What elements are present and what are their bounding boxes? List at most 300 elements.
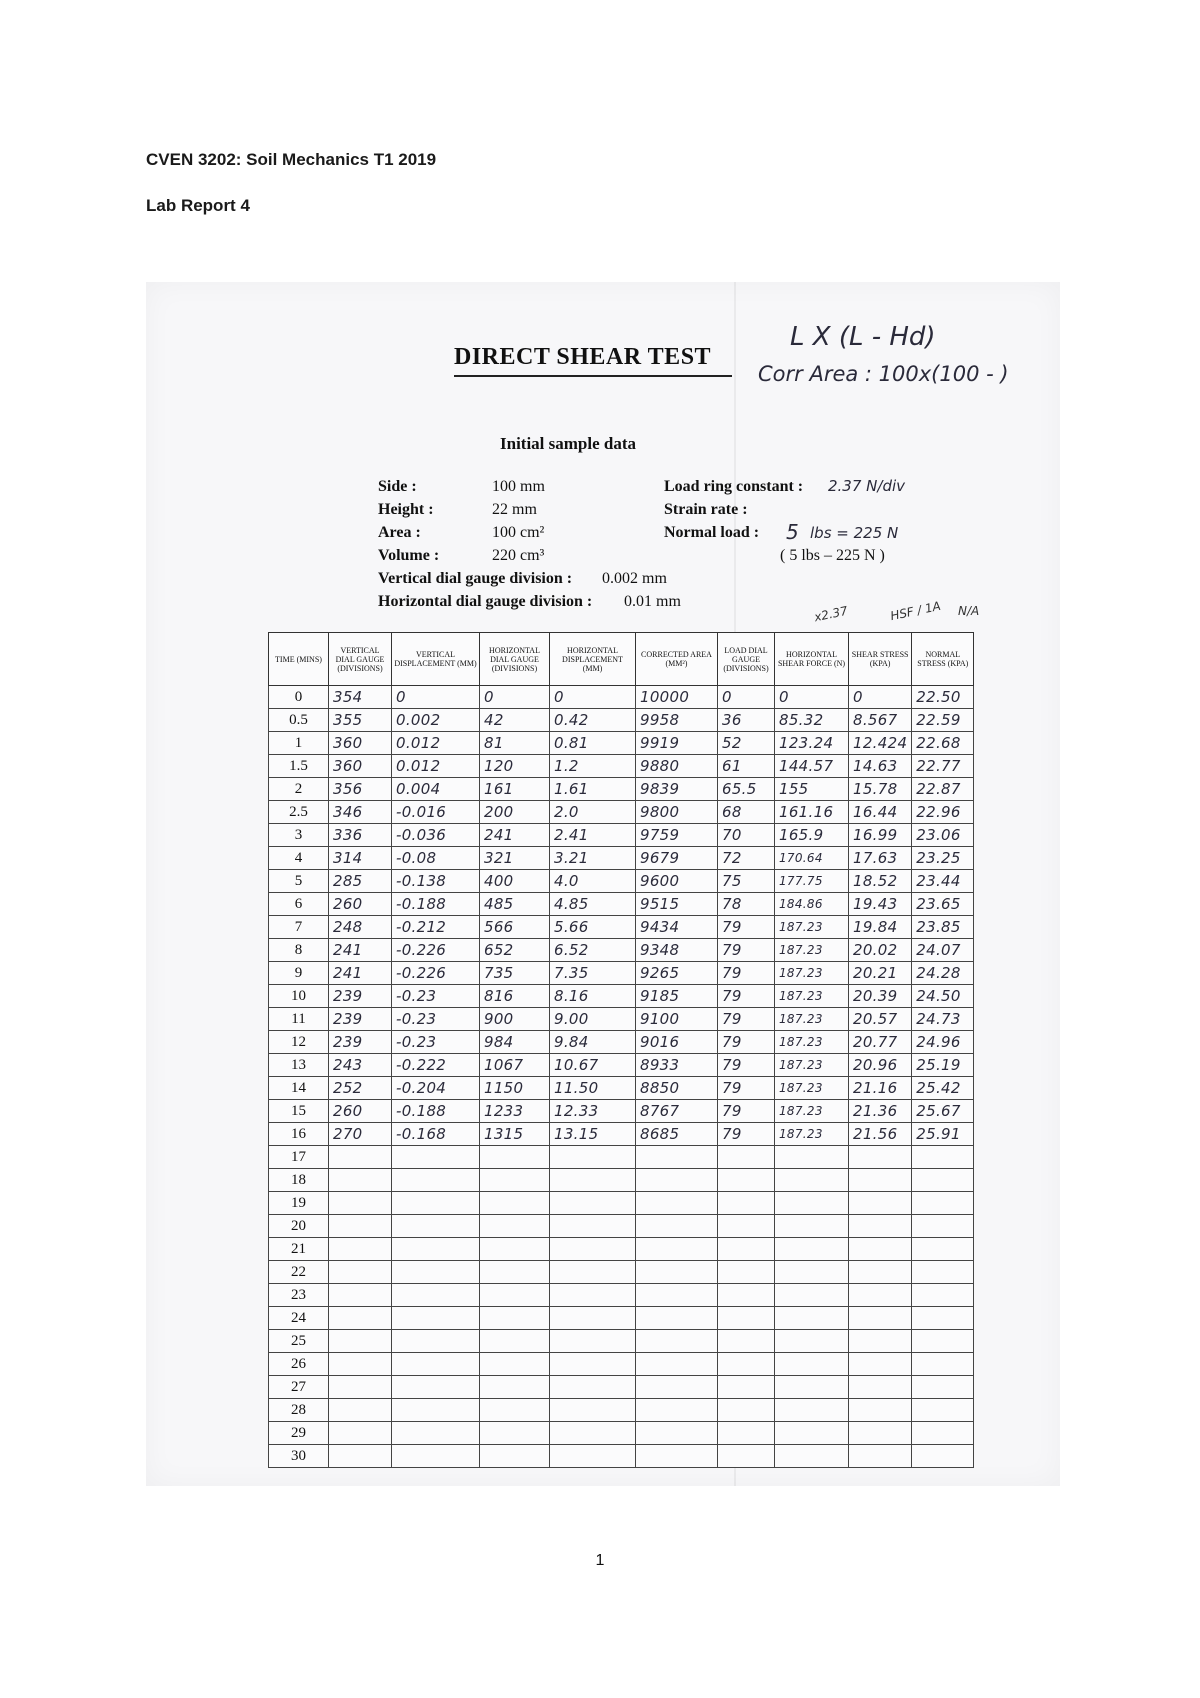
cell-load-dial: 79 — [718, 1077, 775, 1100]
cell-vertical-dial: 285 — [329, 870, 392, 893]
cell-time: 8 — [269, 939, 329, 962]
cell-vertical-displacement: -0.226 — [392, 962, 480, 985]
table-row — [269, 1100, 974, 1123]
cell-shear-force: 187.23 — [775, 1077, 849, 1100]
cell-vertical-displacement: -0.168 — [392, 1123, 480, 1146]
cell-horizontal-displacement: 2.41 — [550, 824, 636, 847]
cell-shear-force — [775, 1192, 849, 1215]
cell-horizontal-dial: 816 — [480, 985, 550, 1008]
cell-corrected-area: 9016 — [636, 1031, 718, 1054]
cell-horizontal-displacement: 11.50 — [550, 1077, 636, 1100]
cell-vertical-displacement — [392, 1192, 480, 1215]
side-value: 100 mm — [492, 478, 545, 495]
cell-vertical-displacement: -0.138 — [392, 870, 480, 893]
cell-load-dial: 79 — [718, 1008, 775, 1031]
cell-horizontal-dial: 652 — [480, 939, 550, 962]
cell-load-dial — [718, 1192, 775, 1215]
cell-shear-force — [775, 1399, 849, 1422]
cell-horizontal-dial: 321 — [480, 847, 550, 870]
cell-corrected-area: 10000 — [636, 686, 718, 709]
cell-shear-force: 123.24 — [775, 732, 849, 755]
handwritten-note-formula: L X (L - Hd) — [790, 322, 936, 352]
cell-shear-force — [775, 1261, 849, 1284]
cell-horizontal-displacement — [550, 1261, 636, 1284]
table-row — [269, 1031, 974, 1054]
table-row — [269, 1077, 974, 1100]
cell-corrected-area — [636, 1399, 718, 1422]
table-row — [269, 893, 974, 916]
cell-time: 18 — [269, 1169, 329, 1192]
cell-time: 5 — [269, 870, 329, 893]
cell-normal-stress: 23.44 — [912, 870, 974, 893]
cell-vertical-dial — [329, 1399, 392, 1422]
cell-vertical-displacement — [392, 1261, 480, 1284]
cell-horizontal-dial: 566 — [480, 916, 550, 939]
cell-time: 17 — [269, 1146, 329, 1169]
cell-horizontal-displacement: 5.66 — [550, 916, 636, 939]
cell-horizontal-dial: 200 — [480, 801, 550, 824]
cell-horizontal-dial: 984 — [480, 1031, 550, 1054]
cell-load-dial: 79 — [718, 985, 775, 1008]
cell-time: 13 — [269, 1054, 329, 1077]
cell-normal-stress — [912, 1376, 974, 1399]
title-underline — [454, 375, 732, 377]
cell-normal-stress: 24.07 — [912, 939, 974, 962]
cell-shear-force: 161.16 — [775, 801, 849, 824]
cell-horizontal-displacement: 13.15 — [550, 1123, 636, 1146]
table-row — [269, 1261, 974, 1284]
cell-load-dial — [718, 1169, 775, 1192]
cell-shear-stress — [849, 1307, 912, 1330]
cell-load-dial: 79 — [718, 1123, 775, 1146]
cell-normal-stress: 23.25 — [912, 847, 974, 870]
cell-vertical-dial — [329, 1215, 392, 1238]
cell-vertical-dial — [329, 1261, 392, 1284]
table-row — [269, 1422, 974, 1445]
handwritten-note-corrected-area: Corr Area : 100x(100 - ) — [758, 362, 1009, 386]
cell-normal-stress: 25.91 — [912, 1123, 974, 1146]
cell-load-dial — [718, 1353, 775, 1376]
cell-load-dial: 79 — [718, 916, 775, 939]
cell-load-dial: 79 — [718, 1031, 775, 1054]
cell-shear-stress: 21.16 — [849, 1077, 912, 1100]
cell-horizontal-dial — [480, 1284, 550, 1307]
table-row — [269, 824, 974, 847]
cell-normal-stress — [912, 1422, 974, 1445]
cell-time: 3 — [269, 824, 329, 847]
direct-shear-table-wrapper — [268, 632, 974, 1468]
cell-horizontal-dial — [480, 1422, 550, 1445]
cell-horizontal-displacement: 6.52 — [550, 939, 636, 962]
cell-normal-stress: 24.50 — [912, 985, 974, 1008]
cell-horizontal-dial — [480, 1192, 550, 1215]
cell-shear-stress: 20.39 — [849, 985, 912, 1008]
cell-shear-stress — [849, 1422, 912, 1445]
cell-vertical-dial: 314 — [329, 847, 392, 870]
cell-vertical-displacement — [392, 1284, 480, 1307]
cell-corrected-area: 9600 — [636, 870, 718, 893]
cell-vertical-displacement: -0.23 — [392, 1031, 480, 1054]
cell-shear-stress: 8.567 — [849, 709, 912, 732]
cell-shear-stress: 20.57 — [849, 1008, 912, 1031]
cell-corrected-area — [636, 1284, 718, 1307]
cell-normal-stress: 25.67 — [912, 1100, 974, 1123]
table-body — [269, 686, 974, 1468]
table-row — [269, 686, 974, 709]
cell-load-dial: 70 — [718, 824, 775, 847]
cell-load-dial: 79 — [718, 962, 775, 985]
table-row — [269, 801, 974, 824]
cell-vertical-dial: 239 — [329, 985, 392, 1008]
cell-time: 4 — [269, 847, 329, 870]
cell-normal-stress — [912, 1353, 974, 1376]
cell-load-dial: 52 — [718, 732, 775, 755]
cell-vertical-dial — [329, 1169, 392, 1192]
cell-vertical-dial — [329, 1307, 392, 1330]
cell-horizontal-displacement — [550, 1169, 636, 1192]
cell-horizontal-dial: 900 — [480, 1008, 550, 1031]
scanned-data-sheet — [146, 282, 1060, 1486]
cell-horizontal-dial: 1315 — [480, 1123, 550, 1146]
cell-vertical-displacement: -0.08 — [392, 847, 480, 870]
cell-vertical-dial: 360 — [329, 755, 392, 778]
force-column-annotation: x2.37 — [812, 603, 849, 625]
cell-vertical-displacement: -0.212 — [392, 916, 480, 939]
cell-corrected-area — [636, 1215, 718, 1238]
cell-horizontal-dial: 0 — [480, 686, 550, 709]
cell-vertical-displacement: -0.188 — [392, 893, 480, 916]
cell-vertical-dial: 260 — [329, 1100, 392, 1123]
cell-normal-stress: 23.06 — [912, 824, 974, 847]
cell-shear-force — [775, 1445, 849, 1468]
cell-shear-stress: 15.78 — [849, 778, 912, 801]
cell-shear-force: 187.23 — [775, 1123, 849, 1146]
cell-time: 2.5 — [269, 801, 329, 824]
header-shear-stress: SHEAR STRESS (KPA) — [849, 633, 912, 686]
cell-corrected-area — [636, 1169, 718, 1192]
cell-horizontal-displacement — [550, 1146, 636, 1169]
cell-shear-stress — [849, 1169, 912, 1192]
cell-normal-stress — [912, 1399, 974, 1422]
cell-shear-stress: 20.77 — [849, 1031, 912, 1054]
cell-shear-stress: 20.96 — [849, 1054, 912, 1077]
cell-vertical-dial: 356 — [329, 778, 392, 801]
cell-load-dial — [718, 1146, 775, 1169]
cell-vertical-dial — [329, 1422, 392, 1445]
table-row — [269, 847, 974, 870]
table-row — [269, 778, 974, 801]
cell-horizontal-displacement: 1.61 — [550, 778, 636, 801]
cell-load-dial — [718, 1261, 775, 1284]
cell-shear-force — [775, 1422, 849, 1445]
header-normal-stress: NORMAL STRESS (KPA) — [912, 633, 974, 686]
cell-time: 19 — [269, 1192, 329, 1215]
cell-horizontal-displacement — [550, 1284, 636, 1307]
cell-time: 27 — [269, 1376, 329, 1399]
cell-vertical-displacement: -0.016 — [392, 801, 480, 824]
vertical-dial-label: Vertical dial gauge division : — [378, 570, 573, 587]
cell-vertical-dial: 260 — [329, 893, 392, 916]
cell-vertical-displacement — [392, 1146, 480, 1169]
cell-horizontal-displacement — [550, 1399, 636, 1422]
cell-load-dial: 0 — [718, 686, 775, 709]
cell-horizontal-displacement: 9.84 — [550, 1031, 636, 1054]
cell-time: 16 — [269, 1123, 329, 1146]
cell-corrected-area: 9100 — [636, 1008, 718, 1031]
cell-time: 0 — [269, 686, 329, 709]
cell-normal-stress: 23.85 — [912, 916, 974, 939]
cell-corrected-area — [636, 1307, 718, 1330]
cell-normal-stress: 24.28 — [912, 962, 974, 985]
cell-corrected-area: 8685 — [636, 1123, 718, 1146]
cell-shear-force — [775, 1307, 849, 1330]
horizontal-dial-label: Horizontal dial gauge division : — [378, 593, 593, 610]
course-title: CVEN 3202: Soil Mechanics T1 2019 — [146, 150, 437, 169]
cell-horizontal-dial — [480, 1399, 550, 1422]
cell-corrected-area: 9839 — [636, 778, 718, 801]
cell-horizontal-displacement — [550, 1238, 636, 1261]
cell-horizontal-displacement: 8.16 — [550, 985, 636, 1008]
height-label: Height : — [378, 501, 434, 518]
cell-load-dial: 75 — [718, 870, 775, 893]
table-row — [269, 1054, 974, 1077]
table-row — [269, 709, 974, 732]
side-label: Side : — [378, 478, 417, 495]
cell-shear-force — [775, 1215, 849, 1238]
cell-normal-stress — [912, 1445, 974, 1468]
cell-horizontal-dial — [480, 1376, 550, 1399]
cell-horizontal-dial: 81 — [480, 732, 550, 755]
cell-time: 25 — [269, 1330, 329, 1353]
cell-corrected-area — [636, 1146, 718, 1169]
vertical-dial-value: 0.002 mm — [602, 570, 667, 587]
cell-vertical-displacement — [392, 1422, 480, 1445]
cell-shear-stress: 14.63 — [849, 755, 912, 778]
cell-vertical-dial — [329, 1353, 392, 1376]
horizontal-dial-value: 0.01 mm — [624, 593, 681, 610]
cell-vertical-dial: 360 — [329, 732, 392, 755]
cell-shear-force: 85.32 — [775, 709, 849, 732]
cell-normal-stress — [912, 1169, 974, 1192]
cell-corrected-area: 9515 — [636, 893, 718, 916]
cell-shear-stress — [849, 1330, 912, 1353]
cell-shear-stress — [849, 1284, 912, 1307]
cell-corrected-area: 9759 — [636, 824, 718, 847]
cell-horizontal-displacement: 12.33 — [550, 1100, 636, 1123]
table-row — [269, 870, 974, 893]
cell-normal-stress — [912, 1215, 974, 1238]
cell-shear-force — [775, 1284, 849, 1307]
cell-shear-force: 187.23 — [775, 1100, 849, 1123]
table-row — [269, 1307, 974, 1330]
cell-shear-force: 187.23 — [775, 916, 849, 939]
table-row — [269, 1376, 974, 1399]
cell-horizontal-dial — [480, 1307, 550, 1330]
cell-vertical-displacement: 0.012 — [392, 755, 480, 778]
cell-horizontal-displacement: 0.42 — [550, 709, 636, 732]
cell-shear-stress — [849, 1146, 912, 1169]
cell-shear-force: 187.23 — [775, 1031, 849, 1054]
cell-horizontal-displacement: 0 — [550, 686, 636, 709]
cell-normal-stress: 22.50 — [912, 686, 974, 709]
cell-vertical-dial — [329, 1146, 392, 1169]
cell-vertical-displacement: 0.002 — [392, 709, 480, 732]
cell-vertical-displacement: -0.23 — [392, 985, 480, 1008]
cell-time: 26 — [269, 1353, 329, 1376]
cell-normal-stress — [912, 1192, 974, 1215]
cell-horizontal-dial: 400 — [480, 870, 550, 893]
cell-shear-stress: 17.63 — [849, 847, 912, 870]
cell-normal-stress: 23.65 — [912, 893, 974, 916]
cell-vertical-displacement — [392, 1215, 480, 1238]
cell-shear-stress — [849, 1215, 912, 1238]
cell-time: 24 — [269, 1307, 329, 1330]
cell-horizontal-displacement — [550, 1353, 636, 1376]
cell-horizontal-dial — [480, 1445, 550, 1468]
initial-data-heading: Initial sample data — [500, 434, 637, 453]
header-time: TIME (MINS) — [269, 633, 329, 686]
cell-normal-stress — [912, 1284, 974, 1307]
cell-time: 1 — [269, 732, 329, 755]
table-row — [269, 1146, 974, 1169]
cell-time: 22 — [269, 1261, 329, 1284]
table-row — [269, 1399, 974, 1422]
cell-horizontal-displacement — [550, 1215, 636, 1238]
cell-shear-stress: 16.44 — [849, 801, 912, 824]
cell-normal-stress — [912, 1238, 974, 1261]
cell-load-dial — [718, 1376, 775, 1399]
cell-normal-stress: 25.19 — [912, 1054, 974, 1077]
cell-vertical-displacement: -0.188 — [392, 1100, 480, 1123]
cell-shear-stress: 18.52 — [849, 870, 912, 893]
cell-load-dial: 61 — [718, 755, 775, 778]
cell-shear-stress: 19.84 — [849, 916, 912, 939]
cell-shear-force: 170.64 — [775, 847, 849, 870]
cell-load-dial — [718, 1238, 775, 1261]
cell-shear-force: 187.23 — [775, 1008, 849, 1031]
cell-load-dial: 36 — [718, 709, 775, 732]
cell-vertical-dial: 248 — [329, 916, 392, 939]
table-row — [269, 755, 974, 778]
normal-load-printed: ( 5 lbs – 225 N ) — [780, 547, 885, 564]
volume-value: 220 cm³ — [492, 547, 545, 564]
cell-horizontal-displacement — [550, 1330, 636, 1353]
table-row — [269, 985, 974, 1008]
cell-corrected-area — [636, 1445, 718, 1468]
cell-vertical-displacement: -0.226 — [392, 939, 480, 962]
cell-horizontal-dial: 485 — [480, 893, 550, 916]
cell-vertical-dial: 241 — [329, 962, 392, 985]
cell-vertical-dial — [329, 1284, 392, 1307]
cell-vertical-dial: 239 — [329, 1008, 392, 1031]
cell-shear-stress — [849, 1399, 912, 1422]
cell-corrected-area — [636, 1353, 718, 1376]
load-ring-label: Load ring constant : — [664, 478, 804, 495]
cell-normal-stress: 22.59 — [912, 709, 974, 732]
cell-time: 6 — [269, 893, 329, 916]
cell-vertical-displacement: -0.222 — [392, 1054, 480, 1077]
cell-normal-stress — [912, 1330, 974, 1353]
cell-time: 15 — [269, 1100, 329, 1123]
cell-corrected-area: 9679 — [636, 847, 718, 870]
cell-vertical-displacement: 0 — [392, 686, 480, 709]
cell-horizontal-dial — [480, 1215, 550, 1238]
cell-load-dial — [718, 1215, 775, 1238]
cell-corrected-area: 8767 — [636, 1100, 718, 1123]
table-row — [269, 1215, 974, 1238]
table-header-row — [269, 633, 974, 686]
cell-shear-force — [775, 1238, 849, 1261]
cell-time: 10 — [269, 985, 329, 1008]
cell-normal-stress: 22.68 — [912, 732, 974, 755]
table-row — [269, 916, 974, 939]
cell-normal-stress: 22.77 — [912, 755, 974, 778]
cell-load-dial — [718, 1399, 775, 1422]
cell-normal-stress: 24.73 — [912, 1008, 974, 1031]
cell-vertical-displacement — [392, 1353, 480, 1376]
cell-normal-stress: 24.96 — [912, 1031, 974, 1054]
cell-time: 29 — [269, 1422, 329, 1445]
cell-vertical-dial: 270 — [329, 1123, 392, 1146]
cell-load-dial: 79 — [718, 1054, 775, 1077]
cell-vertical-dial: 239 — [329, 1031, 392, 1054]
cell-horizontal-displacement: 0.81 — [550, 732, 636, 755]
cell-time: 12 — [269, 1031, 329, 1054]
cell-shear-force: 0 — [775, 686, 849, 709]
cell-shear-stress: 20.02 — [849, 939, 912, 962]
header-vertical-dial: VERTICAL DIAL GAUGE (DIVISIONS) — [329, 633, 392, 686]
table-row — [269, 1192, 974, 1215]
cell-vertical-displacement — [392, 1238, 480, 1261]
cell-corrected-area: 9434 — [636, 916, 718, 939]
cell-load-dial — [718, 1307, 775, 1330]
page-number: 1 — [595, 1552, 605, 1569]
shear-column-annotation: HSF / 1A — [889, 598, 942, 624]
cell-time: 0.5 — [269, 709, 329, 732]
cell-horizontal-dial: 1233 — [480, 1100, 550, 1123]
table-row — [269, 1330, 974, 1353]
load-ring-value: 2.37 N/div — [828, 477, 906, 495]
cell-shear-stress — [849, 1376, 912, 1399]
cell-shear-stress: 21.56 — [849, 1123, 912, 1146]
cell-shear-force: 165.9 — [775, 824, 849, 847]
cell-horizontal-dial: 1067 — [480, 1054, 550, 1077]
area-label: Area : — [378, 524, 421, 541]
cell-vertical-displacement — [392, 1307, 480, 1330]
table-row — [269, 1008, 974, 1031]
cell-vertical-displacement — [392, 1169, 480, 1192]
cell-vertical-dial: 241 — [329, 939, 392, 962]
cell-horizontal-dial: 161 — [480, 778, 550, 801]
cell-shear-force: 144.57 — [775, 755, 849, 778]
cell-load-dial: 79 — [718, 1100, 775, 1123]
cell-horizontal-dial: 1150 — [480, 1077, 550, 1100]
cell-normal-stress — [912, 1261, 974, 1284]
cell-load-dial: 68 — [718, 801, 775, 824]
cell-vertical-dial — [329, 1238, 392, 1261]
cell-vertical-dial — [329, 1192, 392, 1215]
cell-vertical-dial — [329, 1445, 392, 1468]
report-title: Lab Report 4 — [146, 196, 250, 215]
cell-vertical-displacement: -0.204 — [392, 1077, 480, 1100]
cell-shear-force — [775, 1146, 849, 1169]
cell-corrected-area: 9880 — [636, 755, 718, 778]
table-row — [269, 1284, 974, 1307]
cell-shear-stress — [849, 1192, 912, 1215]
cell-shear-stress — [849, 1238, 912, 1261]
table-row — [269, 962, 974, 985]
cell-corrected-area — [636, 1376, 718, 1399]
